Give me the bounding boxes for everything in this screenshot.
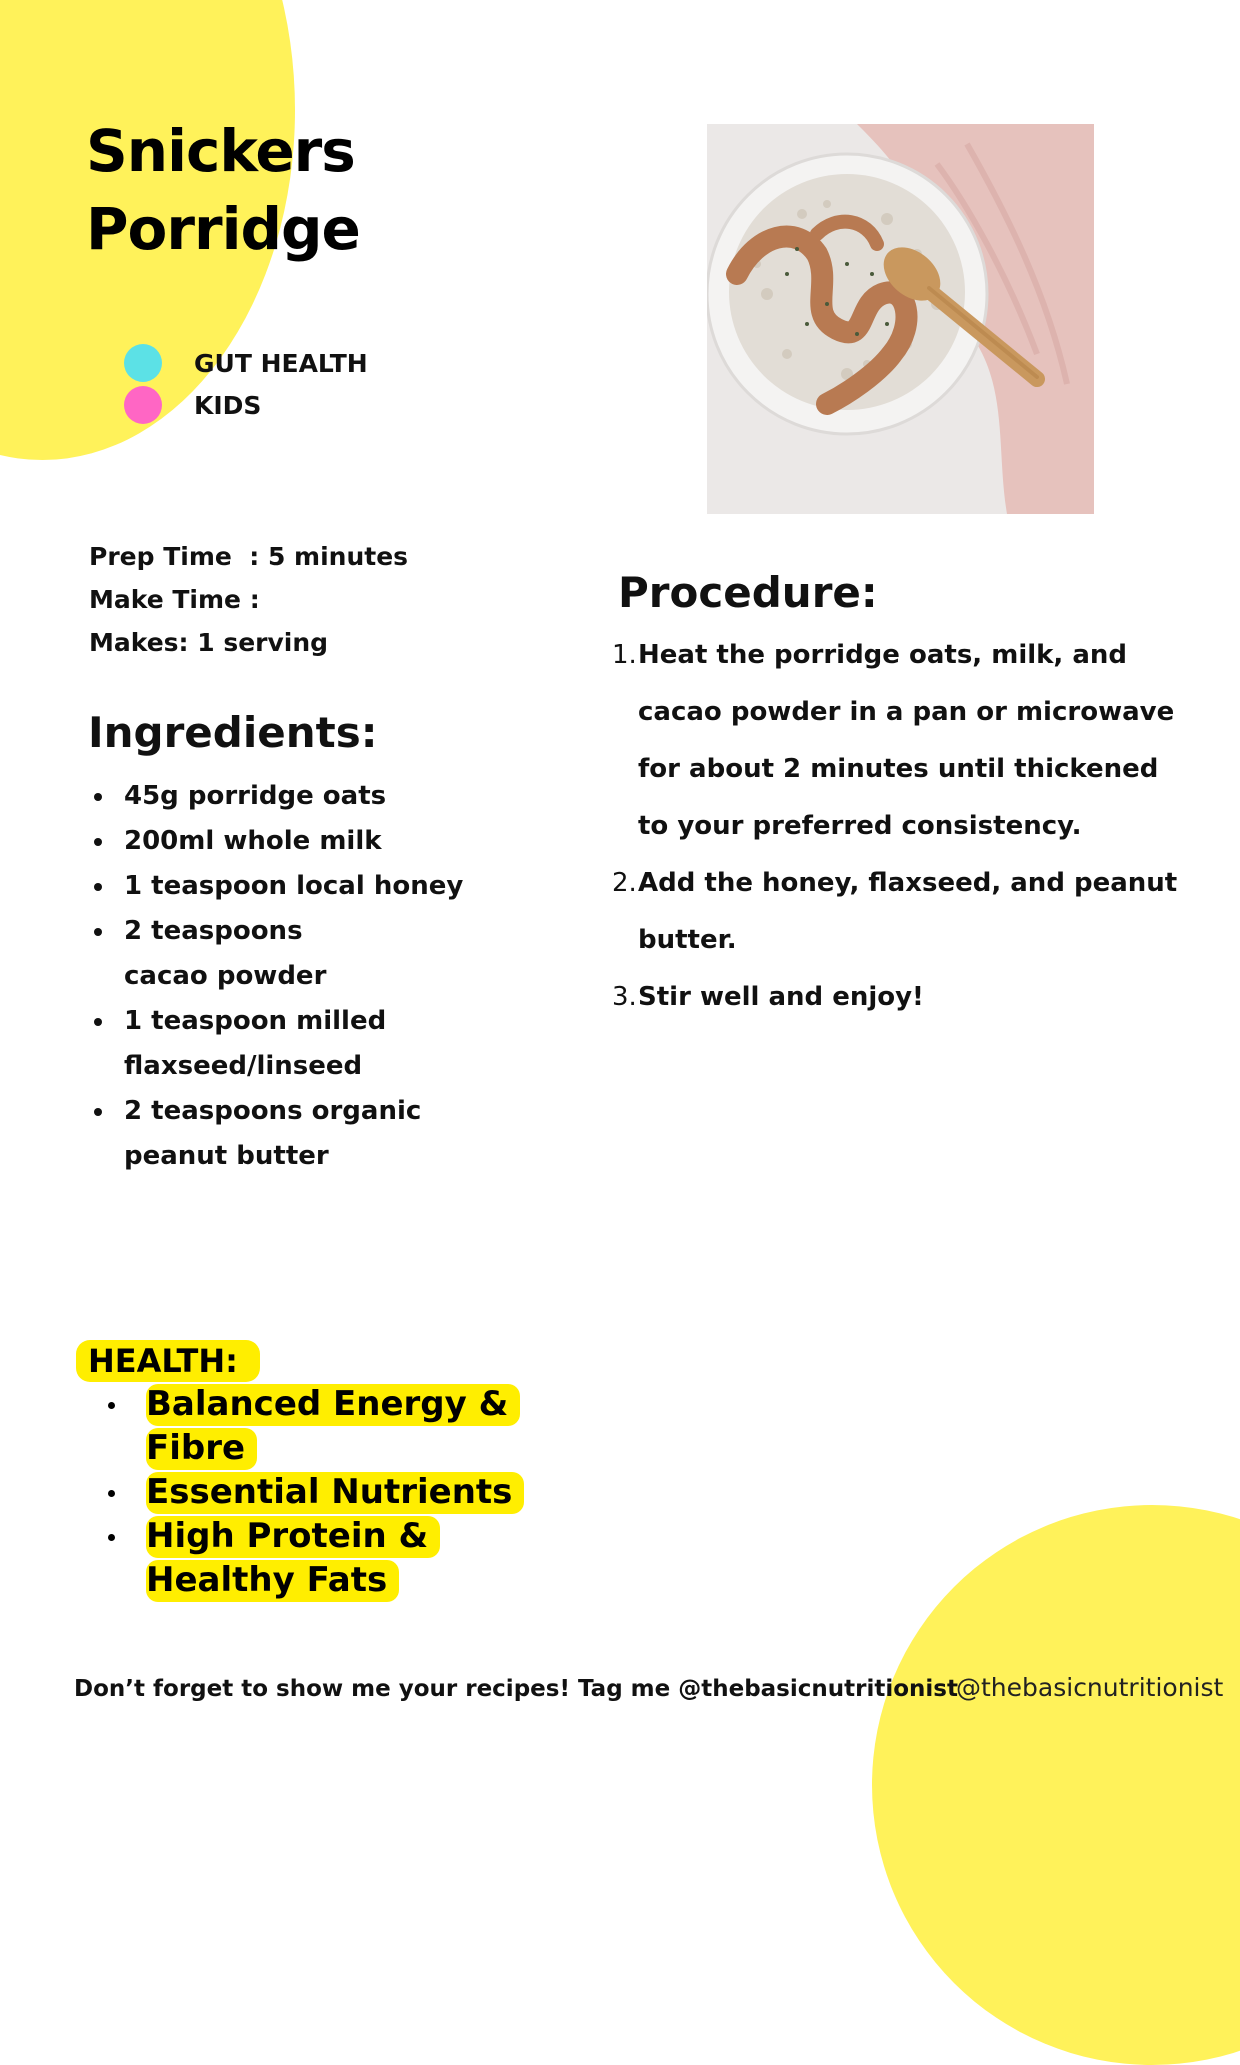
step-text: Stir well and enjoy! [638,982,924,1012]
ingredient-item: 1 teaspoon local honey [88,864,488,909]
decorative-yellow-circle-bottom-right [872,1505,1240,2065]
step-number: 3. [612,982,637,1012]
make-time: Make Time : [89,585,260,614]
procedure-step [612,627,1197,855]
tag-label: GUT HEALTH [194,348,368,378]
health-heading: HEALTH: [76,1340,260,1382]
health-list [76,1382,596,1602]
step-text: Heat the porridge oats, milk, and cacao powder in a pan or microwave for about 2 minutes until thickened to your preferred consistency. [638,640,1175,841]
category-tags [124,342,368,426]
ingredient-item: 1 teaspoon milled flaxseed/linseed [88,999,394,1089]
health-item-text: Essential Nutrients [146,1472,524,1514]
recipe-meta [89,535,408,664]
health-item [108,1382,596,1470]
ingredient-item: 2 teaspoons cacao powder [88,909,394,999]
porridge-bowl-photo [707,124,1094,514]
ingredient-item: 45g porridge oats [88,774,488,819]
health-item [108,1470,596,1514]
step-text: Add the honey, flaxseed, and peanut butter. [638,868,1178,955]
recipe-title-line-1: Snickers [86,117,355,185]
procedure-step [612,855,1197,969]
social-handle: @thebasicnutritionist [956,1673,1224,1702]
health-benefits [76,1340,596,1602]
footer-cta: Don’t forget to show me your recipes! Tag me @thebasicnutritionist [74,1676,958,1702]
ingredients-heading: Ingredients: [88,708,378,757]
recipe-title [86,112,360,268]
step-number: 1. [612,640,637,670]
health-item-text: Balanced Energy & Fibre [146,1384,520,1470]
cyan-dot-icon [124,344,162,382]
tag-label: KIDS [194,390,262,420]
health-item-text: High Protein & Healthy Fats [146,1516,440,1602]
tag-kids [124,384,368,426]
ingredient-item: 2 teaspoons organic peanut butter [88,1089,444,1179]
prep-time: Prep Time : 5 minutes [89,542,409,571]
procedure-list [612,627,1197,1026]
ingredient-item: 200ml whole milk [88,819,488,864]
ingredients-list [88,774,488,1179]
recipe-title-line-2: Porridge [86,195,360,263]
tag-gut-health [124,342,368,384]
pink-dot-icon [124,386,162,424]
servings: Makes: 1 serving [89,628,329,657]
procedure-heading: Procedure: [618,568,878,617]
health-item [108,1514,536,1602]
procedure-step [612,969,1197,1026]
step-number: 2. [612,868,637,898]
